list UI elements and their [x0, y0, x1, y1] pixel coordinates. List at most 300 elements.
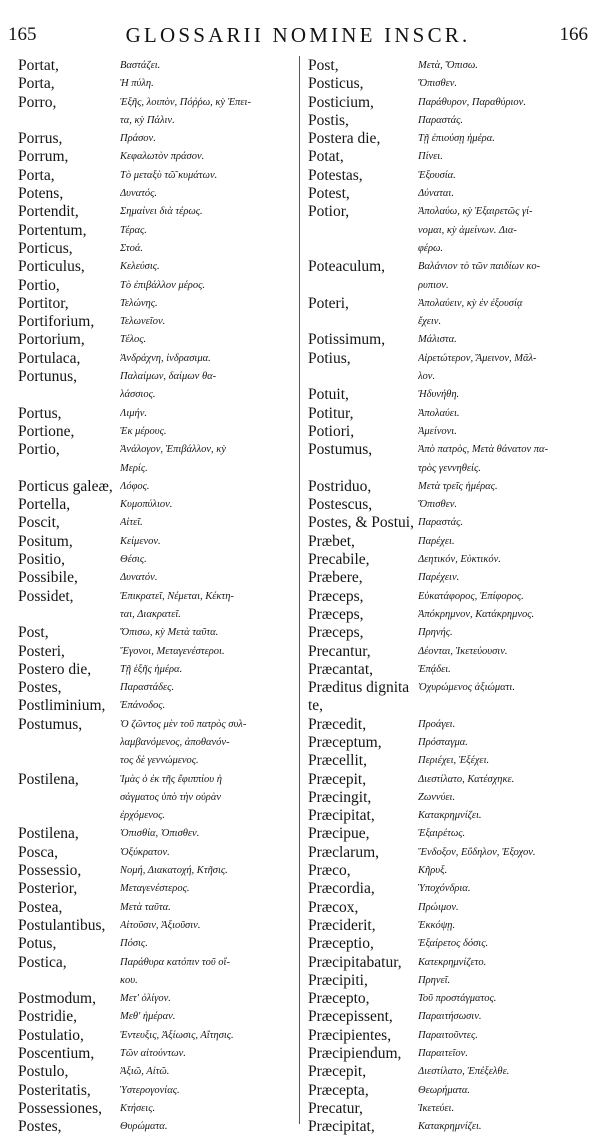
- latin-headword: Postilena,: [18, 825, 79, 843]
- greek-gloss-line: ἔχειν.: [418, 316, 442, 328]
- glossary-entry: [18, 405, 296, 423]
- greek-gloss-line: Ὀχυρώμενος ἀξιώματι.: [418, 682, 515, 694]
- glossary-entry: [308, 972, 594, 990]
- latin-headword: Poteaculum,: [308, 258, 386, 276]
- greek-gloss-line: Μεθ' ἡμέραν.: [120, 1011, 176, 1023]
- greek-gloss-line: Ὄπισθεν.: [418, 499, 458, 511]
- glossary-entry: [308, 917, 594, 935]
- greek-gloss: [418, 569, 594, 587]
- glossary-entry: [308, 112, 594, 130]
- latin-headword: Potius,: [308, 349, 351, 367]
- greek-gloss: [418, 935, 594, 953]
- greek-gloss-line: Κτήσεις.: [120, 1102, 156, 1114]
- greek-gloss: [120, 331, 296, 349]
- glossary-entry: [308, 899, 594, 917]
- glossary-entry: [308, 423, 594, 441]
- glossary-entry: [308, 588, 594, 606]
- greek-gloss-line: Κεφαλωτὸν πράσον.: [120, 151, 205, 163]
- latin-headword: Posteritatis,: [18, 1081, 91, 1099]
- glossary-entry: [308, 716, 594, 734]
- greek-gloss: [120, 295, 296, 313]
- greek-gloss: [120, 185, 296, 203]
- glossary-entry: [308, 258, 594, 295]
- glossary-entry: [308, 807, 594, 825]
- greek-gloss-line: Διεστίλατο, Κατέσχηκε.: [418, 773, 515, 785]
- greek-gloss-line: Παλαίμων, δαίμων θα-: [120, 371, 217, 383]
- greek-gloss: [120, 222, 296, 240]
- glossary-entry: [18, 1082, 296, 1100]
- greek-gloss: [120, 1082, 296, 1100]
- greek-gloss-line: Ἱκετεύει.: [418, 1102, 455, 1114]
- greek-gloss: [418, 130, 594, 148]
- glossary-entry: [18, 588, 296, 625]
- greek-gloss: [418, 1063, 594, 1081]
- greek-gloss-line: τος δὲ γεννώμενος.: [120, 755, 199, 767]
- latin-headword: Porticulus,: [18, 258, 85, 276]
- glossary-entry: [308, 551, 594, 569]
- glossary-entry: [308, 1082, 594, 1100]
- greek-gloss-line: Εὐκατάφορος, Ἐπίφορος.: [418, 590, 524, 602]
- greek-gloss: [418, 1045, 594, 1063]
- glossary-entry: [308, 75, 594, 93]
- greek-gloss-line: Κείμενον.: [120, 535, 161, 547]
- greek-gloss: [120, 1008, 296, 1026]
- greek-gloss: [120, 899, 296, 917]
- glossary-entry: [18, 478, 296, 496]
- greek-gloss-line: Πράσον.: [120, 133, 156, 145]
- latin-headword: Posterior,: [18, 880, 78, 898]
- latin-headword: Porticus,: [18, 239, 73, 257]
- greek-gloss-line: Ἀξιῶ, Αἰτῶ.: [120, 1066, 170, 1078]
- greek-gloss-line: Βαλάνιον τὸ τῶν παιδίων κο-: [418, 261, 541, 273]
- latin-headword: Præcipitat,: [308, 1118, 375, 1136]
- greek-gloss-line: Ὄπισθεν.: [418, 78, 458, 90]
- glossary-entry: [308, 94, 594, 112]
- greek-gloss-line: Κελεύσις.: [120, 261, 160, 273]
- latin-headword: Postumus,: [308, 441, 373, 459]
- greek-gloss-line: Τὸ ἐπιβάλλον μέρος.: [120, 279, 205, 291]
- greek-gloss-line: Στοά.: [120, 242, 144, 254]
- latin-headword: Potitur,: [308, 404, 354, 422]
- greek-gloss-line: Αἱρετώτερον, Ἄμεινον, Μᾶλ-: [418, 352, 537, 364]
- greek-gloss: [120, 57, 296, 75]
- latin-headword: Possessio,: [18, 862, 82, 880]
- greek-gloss-line: Πρηνεῖ.: [418, 974, 451, 986]
- latin-headword: Postulatio,: [18, 1026, 84, 1044]
- greek-gloss-line: Κατεκρημνίζετο.: [418, 956, 487, 968]
- latin-headword: Præcipitat,: [308, 807, 375, 825]
- glossary-entry: [308, 935, 594, 953]
- glossary-entry: [18, 679, 296, 697]
- glossary-entry: [18, 350, 296, 368]
- glossary-entry: [308, 533, 594, 551]
- greek-gloss: [120, 771, 296, 826]
- greek-gloss: [418, 624, 594, 642]
- latin-headword: Portat,: [18, 57, 59, 74]
- latin-headword: Potiori,: [308, 422, 355, 440]
- latin-headword: Præceps,: [308, 605, 364, 623]
- greek-gloss-line: Παραιτήσωσιν.: [418, 1011, 482, 1023]
- latin-headword: Portentum,: [18, 221, 87, 239]
- greek-gloss: [120, 240, 296, 258]
- latin-headword: Postis,: [308, 111, 349, 129]
- greek-gloss: [418, 423, 594, 441]
- latin-headword: Precatur,: [308, 1099, 363, 1117]
- greek-gloss-line: Ὁ ζῶντος μὲν τοῦ πατρὸς συλ-: [120, 718, 247, 730]
- latin-headword: Precantur,: [308, 642, 371, 660]
- latin-headword: Portunus,: [18, 368, 77, 386]
- greek-gloss: [418, 514, 594, 532]
- greek-gloss: [418, 588, 594, 606]
- greek-gloss-line: Ἐξουσία.: [418, 169, 456, 181]
- greek-gloss-line: Θέσις.: [120, 554, 147, 566]
- greek-gloss: [120, 880, 296, 898]
- glossary-entry: [308, 386, 594, 404]
- latin-headword: Portione,: [18, 422, 75, 440]
- greek-gloss: [418, 478, 594, 496]
- greek-gloss: [418, 1008, 594, 1026]
- greek-gloss-line: Βαστάζει.: [120, 60, 161, 71]
- greek-gloss: [418, 771, 594, 789]
- greek-gloss-line: Δύναται.: [418, 188, 454, 200]
- latin-headword: Postmodum,: [18, 990, 96, 1008]
- latin-headword: Porta,: [18, 75, 55, 93]
- latin-headword: Postes,: [18, 679, 62, 697]
- glossary-entry: [18, 423, 296, 441]
- greek-gloss-line: Ἐντευξις, Ἀξίωσις, Αἴτησις.: [120, 1029, 234, 1041]
- latin-headword: Postero die,: [18, 660, 92, 678]
- glossary-entry: [308, 661, 594, 679]
- greek-gloss: [418, 94, 594, 112]
- glossary-entry: [308, 569, 594, 587]
- glossary-entry: [308, 185, 594, 203]
- glossary-entry: [18, 313, 296, 331]
- greek-gloss-line: Πόσις.: [120, 938, 148, 950]
- greek-gloss-line: Αἰτοῦσιν, Ἀξιοῦσιν.: [120, 919, 201, 931]
- glossary-entry: [18, 1100, 296, 1118]
- latin-headword: Possessiones,: [18, 1099, 102, 1117]
- greek-gloss: [120, 679, 296, 697]
- glossary-entry: [308, 880, 594, 898]
- greek-gloss-line: τρὸς γεννηθείς.: [418, 462, 481, 474]
- greek-gloss-line: τα, κỳ Πάλιν.: [120, 114, 175, 126]
- greek-gloss-line: Ἔγονοι, Μεταγενέστεροι.: [120, 645, 225, 657]
- greek-gloss-line: Ἑξῆς, λοιπὸν, Πόῤῥω, κỳ Ἐπει-: [120, 96, 251, 108]
- glossary-entry: [308, 1045, 594, 1063]
- latin-headword: Postulantibus,: [18, 916, 106, 934]
- greek-gloss: [418, 734, 594, 752]
- latin-headword: Præbere,: [308, 569, 363, 587]
- greek-gloss-line: Θυρώματα.: [120, 1121, 168, 1133]
- greek-gloss: [120, 167, 296, 185]
- greek-gloss: [418, 496, 594, 514]
- greek-gloss: [418, 825, 594, 843]
- greek-gloss: [120, 148, 296, 166]
- glossary-entry: [308, 478, 594, 496]
- latin-headword: Præcepto,: [308, 990, 370, 1008]
- greek-gloss-line: Ἀπὸ πατρὸς, Μετὰ θάνατον πα-: [418, 444, 549, 456]
- latin-headword: Præbet,: [308, 532, 355, 550]
- greek-gloss: [418, 331, 594, 349]
- glossary-entry: [18, 661, 296, 679]
- latin-headword: Postridie,: [18, 1008, 77, 1026]
- glossary-entry: [18, 1045, 296, 1063]
- glossary-entry: [18, 1063, 296, 1081]
- glossary-entry: [18, 222, 296, 240]
- latin-headword: Postilena,: [18, 770, 79, 788]
- glossary-entry: [308, 990, 594, 1008]
- glossary-entry: [18, 990, 296, 1008]
- glossary-entry: [308, 844, 594, 862]
- greek-gloss: [120, 533, 296, 551]
- greek-gloss-line: Νομή, Διακατοχή, Κτῆσις.: [120, 865, 228, 877]
- greek-gloss: [418, 75, 594, 93]
- glossary-entry: [308, 57, 594, 75]
- glossary-entry: [18, 167, 296, 185]
- greek-gloss-line: ται, Διακρατεῖ.: [120, 608, 181, 620]
- latin-headword: Porrum,: [18, 148, 69, 166]
- greek-gloss-line: Ὀξύκρατον.: [120, 846, 170, 858]
- glossary-entry: [308, 331, 594, 349]
- greek-gloss-line: Ὑποχόνδρια.: [418, 883, 471, 895]
- glossary-entry: [18, 1027, 296, 1045]
- glossary-entry: [18, 917, 296, 935]
- greek-gloss: [120, 697, 296, 715]
- glossary-entry: [308, 1008, 594, 1026]
- latin-headword: Postica,: [18, 953, 67, 971]
- greek-gloss-line: Ἀνάλογον, Ἐπιβάλλον, κỳ: [120, 444, 226, 456]
- glossary-entry: [18, 57, 296, 75]
- greek-gloss: [418, 533, 594, 551]
- greek-gloss-line: λαμβανόμενος, ἀποθανόν-: [120, 736, 230, 748]
- glossary-entry: [18, 551, 296, 569]
- glossary-entry: [308, 441, 594, 478]
- glossary-entry: [308, 130, 594, 148]
- greek-gloss-line: Ἐξαιρέτως.: [418, 828, 466, 840]
- greek-gloss: [120, 954, 296, 991]
- latin-headword: Porrus,: [18, 130, 63, 148]
- latin-headword: Postes,: [18, 1118, 62, 1136]
- latin-headword: Porro,: [18, 93, 57, 111]
- greek-gloss-line: Τὸ μεταξὺ τῶ͂ κυμάτων.: [120, 169, 218, 181]
- greek-gloss: [120, 588, 296, 625]
- glossary-entry: [18, 935, 296, 953]
- latin-headword: Posticus,: [308, 75, 364, 93]
- greek-gloss: [418, 551, 594, 569]
- greek-gloss-line: Μετὰ ταῦτα.: [120, 901, 171, 913]
- greek-gloss: [120, 1045, 296, 1063]
- greek-gloss-line: Παρέχει.: [418, 535, 455, 547]
- greek-gloss: [120, 935, 296, 953]
- greek-gloss: [418, 752, 594, 770]
- right-column: [308, 57, 594, 1137]
- greek-gloss-line: Σημαίνει διὰ τέρως.: [120, 206, 203, 218]
- latin-headword: Præcingit,: [308, 788, 372, 806]
- greek-gloss-line: Κυμοπύλιον.: [120, 499, 173, 511]
- greek-gloss: [418, 679, 594, 697]
- greek-gloss-line: σάγματος ὑπὸ τὴν οὐρὰν: [120, 791, 221, 803]
- greek-gloss-line: Μερίς.: [120, 462, 148, 474]
- glossary-entry: [308, 167, 594, 185]
- latin-headword: Potens,: [18, 185, 64, 203]
- greek-gloss-line: Ζωννύει.: [418, 791, 456, 803]
- glossary-entry: [18, 697, 296, 715]
- glossary-entry: [308, 203, 594, 258]
- greek-gloss-line: Αἰτεῖ.: [120, 517, 143, 529]
- left-column: [18, 57, 296, 1137]
- latin-headword: Portorium,: [18, 331, 85, 349]
- greek-gloss: [418, 112, 594, 130]
- glossary-entry: [18, 496, 296, 514]
- greek-gloss: [418, 862, 594, 880]
- greek-gloss-line: Δυνατόν.: [120, 572, 158, 584]
- greek-gloss-line: Ἠδυνήθη.: [418, 389, 460, 401]
- greek-gloss: [120, 716, 296, 771]
- greek-gloss-line: Ἱμὰς ὁ ἐκ τῆς ἔφιππίου ἡ: [120, 773, 222, 785]
- greek-gloss-line: ἐρχόμενος.: [120, 810, 166, 822]
- latin-headword: Possibile,: [18, 569, 78, 587]
- greek-gloss: [120, 917, 296, 935]
- greek-gloss-line: Ἔνδοξον, Εὔδηλον, Ἐξοχον.: [418, 846, 536, 858]
- greek-gloss: [418, 441, 594, 478]
- greek-gloss: [418, 386, 594, 404]
- glossary-entry: [18, 771, 296, 826]
- glossary-entry: [18, 514, 296, 532]
- latin-headword: Præcipiti,: [308, 971, 368, 989]
- latin-headword: Præcepissent,: [308, 1008, 393, 1026]
- greek-gloss: [120, 496, 296, 514]
- latin-headword: Præclarum,: [308, 843, 380, 861]
- glossary-entry: [308, 405, 594, 423]
- greek-gloss-line: Παραστάς.: [418, 114, 463, 126]
- latin-headword: Portiforium,: [18, 313, 95, 331]
- greek-gloss-line: Κῆρυξ.: [418, 865, 448, 877]
- glossary-entry: [308, 295, 594, 332]
- latin-headword: Postera die,: [308, 130, 381, 148]
- latin-headword: Potissimum,: [308, 331, 386, 349]
- latin-headword: Portio,: [18, 276, 60, 294]
- greek-gloss-line: Μεταγενέστερος.: [120, 883, 190, 895]
- latin-headword: Præcedit,: [308, 715, 367, 733]
- running-title: GLOSSARII NOMINE INSCR.: [125, 23, 471, 47]
- latin-headword: Postea,: [18, 898, 63, 916]
- latin-headword: Post,: [18, 624, 49, 642]
- greek-gloss: [418, 716, 594, 734]
- glossary-entry: [18, 240, 296, 258]
- latin-headword: Porticus galeæ,: [18, 477, 113, 495]
- glossary-entry: [308, 734, 594, 752]
- greek-gloss: [418, 1027, 594, 1045]
- latin-headword: Posca,: [18, 843, 59, 861]
- greek-gloss-line: Παραιτοῦντες.: [418, 1029, 478, 1041]
- latin-headword: Postumus,: [18, 715, 83, 733]
- greek-gloss: [418, 844, 594, 862]
- latin-headword: Præceptio,: [308, 935, 374, 953]
- latin-headword: Portitor,: [18, 294, 69, 312]
- latin-headword: Postescus,: [308, 496, 373, 514]
- latin-headword: Postes, & Postui,: [308, 514, 414, 532]
- greek-gloss-line: Διεστίλατο, Ἐπέξελθε.: [418, 1066, 510, 1078]
- greek-gloss: [418, 295, 594, 332]
- greek-gloss: [120, 514, 296, 532]
- latin-headword: Portulaca,: [18, 349, 81, 367]
- greek-gloss-line: Δυνατός.: [120, 188, 158, 200]
- greek-gloss: [120, 94, 296, 131]
- greek-gloss-line: Ἀπόκρημνον, Κατάκρημνος.: [418, 608, 535, 620]
- glossary-entry: [18, 441, 296, 478]
- greek-gloss-line: Ἐπᾴδει.: [418, 663, 451, 675]
- greek-gloss-line: Παρέχειν.: [418, 572, 460, 584]
- latin-headword: Portio,: [18, 441, 60, 459]
- greek-gloss-line: Ὄπισω, κỳ Μετὰ ταῦτα.: [120, 627, 219, 639]
- glossary-entry: [18, 277, 296, 295]
- greek-gloss-line: Ἀπολαύει.: [418, 407, 460, 419]
- greek-gloss-line: Ἐκκόψῃ.: [418, 919, 456, 931]
- glossary-entry: [308, 514, 594, 532]
- greek-gloss-line: Ἐκ μέρους.: [120, 425, 167, 437]
- greek-gloss-line: Λόφος.: [120, 480, 150, 492]
- greek-gloss: [120, 258, 296, 276]
- glossary-entry: [18, 94, 296, 131]
- greek-gloss: [418, 405, 594, 423]
- glossary-entry: [308, 1063, 594, 1081]
- latin-headword: Potat,: [308, 148, 344, 166]
- latin-headword: Postliminium,: [18, 697, 106, 715]
- greek-gloss: [120, 825, 296, 843]
- greek-gloss: [418, 789, 594, 807]
- column-divider: [299, 56, 300, 1124]
- glossary-entry: [18, 716, 296, 771]
- greek-gloss: [418, 185, 594, 203]
- greek-gloss: [120, 862, 296, 880]
- glossary-entry: [18, 75, 296, 93]
- latin-headword: Postulo,: [18, 1063, 69, 1081]
- latin-headword: Præcipiendum,: [308, 1045, 402, 1063]
- greek-gloss-line: λον.: [418, 371, 436, 383]
- glossary-entry: [18, 624, 296, 642]
- greek-gloss-line: Δεητικόν, Εὐκτικόν.: [418, 554, 501, 566]
- glossary-entry: [308, 643, 594, 661]
- greek-gloss-line: Ἐξαίρετος δόσις.: [418, 938, 489, 950]
- greek-gloss-line: Ἀνδράχνη, ἰνδρασιμα.: [120, 352, 211, 364]
- latin-headword: Præco,: [308, 862, 351, 880]
- greek-gloss: [120, 624, 296, 642]
- greek-gloss-line: Τῶν αἰτούντων.: [120, 1048, 186, 1060]
- greek-gloss: [418, 350, 594, 387]
- greek-gloss: [418, 258, 594, 295]
- glossary-entry: [18, 130, 296, 148]
- latin-headword: Precabile,: [308, 551, 370, 569]
- latin-headword: Præceps,: [308, 587, 364, 605]
- latin-headword: Potuit,: [308, 386, 349, 404]
- glossary-entry: [308, 496, 594, 514]
- greek-gloss: [120, 350, 296, 368]
- greek-gloss: [120, 1063, 296, 1081]
- glossary-entry: [18, 258, 296, 276]
- greek-gloss: [418, 990, 594, 1008]
- latin-headword: Præcepit,: [308, 770, 367, 788]
- latin-headword: Potest,: [308, 185, 350, 203]
- greek-gloss-line: Παράθυρον, Παραθύριον.: [418, 96, 526, 108]
- greek-gloss-line: Περιέχει, Ἐξέχει.: [418, 755, 490, 767]
- greek-gloss: [120, 368, 296, 405]
- greek-gloss: [120, 277, 296, 295]
- page-number-left: 165: [8, 24, 37, 45]
- glossary-entry: [308, 789, 594, 807]
- greek-gloss: [418, 1100, 594, 1118]
- greek-gloss: [120, 423, 296, 441]
- latin-headword: Portella,: [18, 496, 71, 514]
